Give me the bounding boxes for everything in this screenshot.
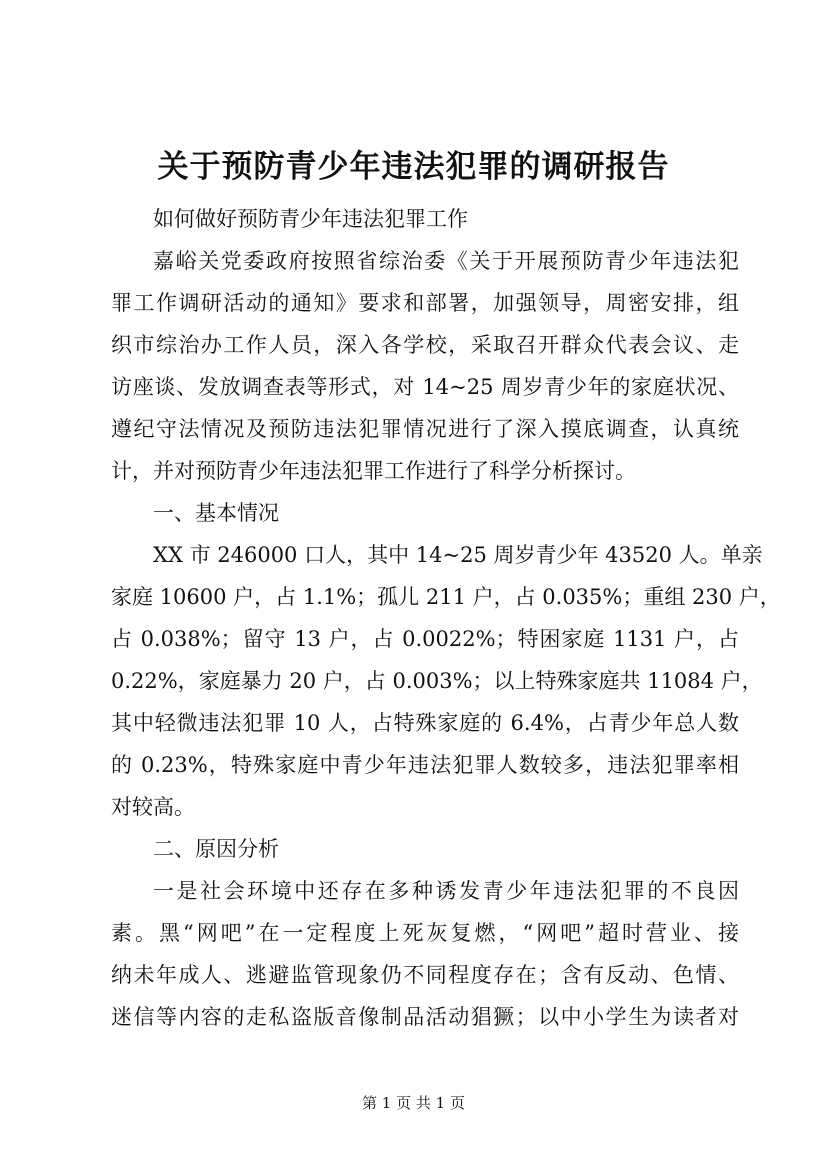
text-line-5: 访座谈、发放调查表等形式，对 14~25 周岁青少年的家庭状况、 bbox=[111, 375, 739, 399]
text-line-4: 织市综治办工作人员，深入各学校，采取召开群众代表会议、走 bbox=[111, 333, 739, 357]
text-line-9: XX 市 246000 口人，其中 14~25 周岁青少年 43520 人。单亲 bbox=[153, 543, 763, 567]
text-line-13: 其中轻微违法犯罪 10 人，占特殊家庭的 6.4%，占青少年总人数 bbox=[111, 711, 739, 735]
text-line-1: 如何做好预防青少年违法犯罪工作 bbox=[153, 207, 468, 231]
text-line-10: 家庭 10600 户，占 1.1%；孤儿 211 户，占 0.035%；重组 230 户， bbox=[111, 585, 781, 609]
page-number-footer: 第 1 页 共 1 页 bbox=[362, 1094, 465, 1112]
text-line-19: 纳未年成人、逃避监管现象仍不同程度存在；含有反动、色情、 bbox=[111, 963, 739, 987]
text-line-2: 嘉峪关党委政府按照省综治委《关于开展预防青少年违法犯 bbox=[153, 249, 739, 273]
text-line-6: 遵纪守法情况及预防违法犯罪情况进行了深入摸底调查，认真统 bbox=[111, 417, 739, 441]
text-line-7: 计，并对预防青少年违法犯罪工作进行了科学分析探讨。 bbox=[111, 459, 636, 483]
document-body bbox=[111, 198, 781, 1038]
section-heading-1: 一、基本情况 bbox=[153, 501, 279, 525]
text-line-18: 素。黑“网吧”在一定程度上死灰复燃，“网吧”超时营业、接 bbox=[111, 921, 739, 945]
document-title: 关于预防青少年违法犯罪的调研报告 bbox=[157, 149, 670, 185]
text-line-17: 一是社会环境中还存在多种诱发青少年违法犯罪的不良因 bbox=[153, 879, 739, 903]
section-heading-2: 二、原因分析 bbox=[153, 837, 279, 861]
text-line-3: 罪工作调研活动的通知》要求和部署，加强领导，周密安排，组 bbox=[111, 291, 739, 315]
text-line-15: 对较高。 bbox=[111, 795, 195, 819]
text-line-12: 0.22%，家庭暴力 20 户，占 0.003%；以上特殊家庭共 11084 户， bbox=[111, 669, 763, 693]
text-line-14: 的 0.23%，特殊家庭中青少年违法犯罪人数较多，违法犯罪率相 bbox=[111, 753, 739, 777]
text-line-11: 占 0.038%；留守 13 户，占 0.0022%；特困家庭 1131 户，占 bbox=[111, 627, 739, 651]
text-line-20: 迷信等内容的走私盗版音像制品活动猖獗；以中小学生为读者对 bbox=[111, 1005, 739, 1029]
